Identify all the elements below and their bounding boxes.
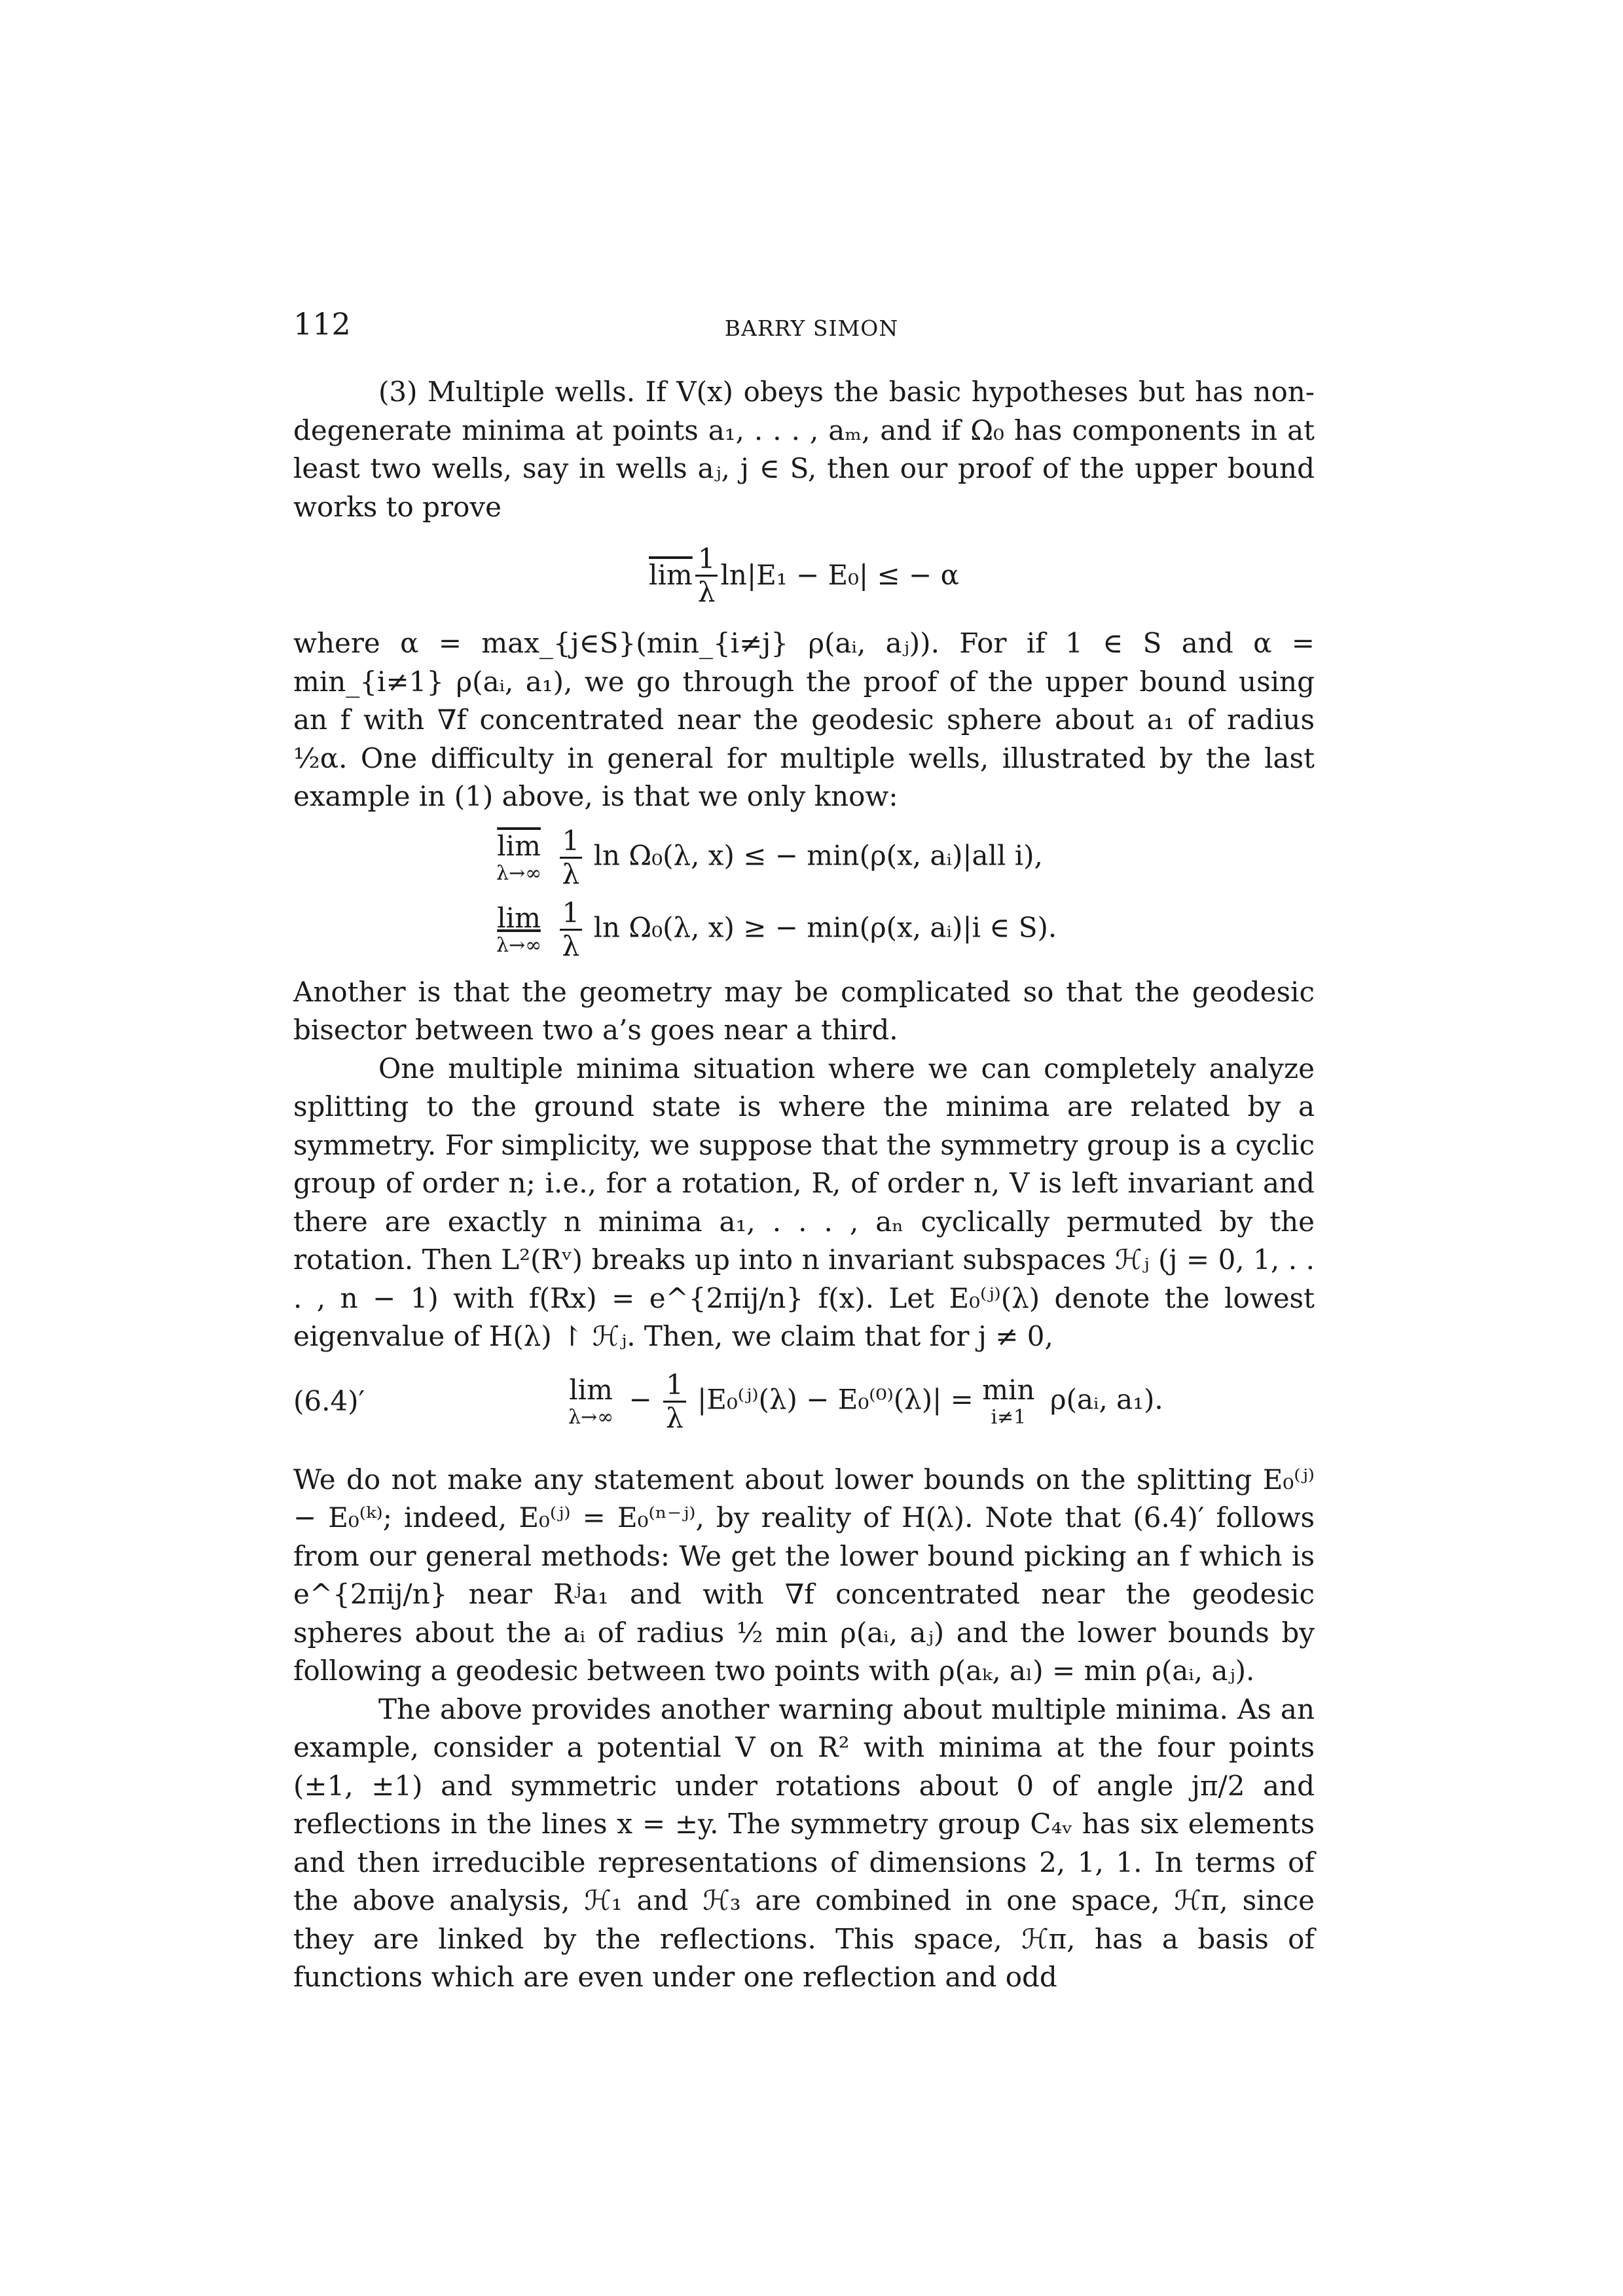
paragraph-lower-bounds: We do not make any statement about lower bounds on the splitting E₀⁽ʲ⁾ − E₀⁽ᵏ⁾; indeed, E₀⁽ʲ⁾ = E₀⁽ⁿ⁻ʲ⁾, by reality of H(λ). Note that (6.4)′ follows from our general methods: We get the lower bound picking an f which is e^{2πij/n} near Rʲa₁ and with ∇f concentrated near the geodesic spheres about the aᵢ of radius ½ min ρ(aᵢ, aⱼ) and the lower bounds by following a geodesic between two points with ρ(aₖ, aₗ) = min ρ(aᵢ, aⱼ).: [293, 1463, 1315, 1687]
page-number: 112: [293, 306, 351, 342]
paragraph-multiple-wells: (3) Multiple wells. If V(x) obeys the basic hypotheses but has non-degenerate minima at points a₁, . . . , aₘ, and if Ω₀ has components in at least two wells, say in wells aⱼ, j ∈ S, then our proof of the upper bound works to prove: [293, 376, 1315, 523]
limit-subscript: λ→∞: [496, 862, 542, 885]
page-body: [293, 373, 1315, 1997]
fraction: [560, 825, 583, 890]
fraction: [560, 897, 583, 962]
equation-body: ln|E₁ − E₀| ≤ − α: [720, 559, 959, 591]
paragraph-warning-example: The above provides another warning about multiple minima. As an example, consider a potential V on R² with minima at the four points (±1, ±1) and symmetric under rotations about 0 of angle jπ/2 and reflections in the lines x = ±y. The symmetry group C₄ᵥ has six elements and then irreducible representations of dimensions 2, 1, 1. In terms of the above analysis, ℋ₁ and ℋ₃ are combined in one space, ℋπ, since they are linked by the reflections. This space, ℋπ, has a basis of functions which are even under one reflection and odd: [293, 1693, 1315, 1993]
minus-sign: −: [629, 1383, 652, 1415]
fraction-denominator: λ: [562, 929, 580, 962]
equation-body: |E₀⁽ʲ⁾(λ) − E₀⁽⁰⁾(λ)| =: [697, 1383, 983, 1415]
equation-6-4-prime: [293, 1356, 1315, 1461]
paragraph-alpha-definition: where α = max_{j∈S}(min_{i≠j} ρ(aᵢ, aⱼ)). For if 1 ∈ S and α = min_{i≠1} ρ(aᵢ, a₁), we go through the proof of the upper bound using an f with ∇f concentrated near the geodesic sphere about a₁ of radius ½α. One difficulty in general for multiple wells, illustrated by the last example in (1) above, is that we only know:: [293, 627, 1315, 812]
fraction-numerator: 1: [560, 825, 583, 859]
fraction-denominator: λ: [562, 857, 580, 890]
fraction-numerator: 1: [695, 543, 718, 577]
paragraph-symmetry: One multiple minima situation where we can completely analyze splitting to the ground state is where the minima are related by a symmetry. For simplicity, we suppose that the symmetry group is a cyclic group of order n; i.e., for a rotation, R, of order n, V is left invariant and there are exactly n minima a₁, . . . , aₙ cyclically permuted by the rotation. Then L²(Rᵛ) breaks up into n invariant subspaces ℋⱼ (j = 0, 1, . . . , n − 1) with f(Rx) = e^{2πij/n} f(x). Let E₀⁽ʲ⁾(λ) denote the lowest eigenvalue of H(λ) ↾ ℋⱼ. Then, we claim that for j ≠ 0,: [293, 1052, 1315, 1352]
liminf-block: [496, 902, 541, 957]
equation-upper-bound: [293, 526, 1315, 624]
equation-tail: ρ(aᵢ, a₁).: [1049, 1383, 1163, 1415]
limit-operator: lim: [569, 1374, 613, 1406]
equation-content: [568, 1369, 1163, 1434]
limit-subscript: λ→∞: [496, 934, 542, 957]
equation-body: ln Ω₀(λ, x) ≥ − min(ρ(x, aᵢ)|i ∈ S).: [593, 911, 1057, 943]
limit-block: [568, 1374, 613, 1429]
fraction: [663, 1369, 686, 1434]
paragraph-geometry: Another is that the geometry may be complicated so that the geodesic bisector between two a’s goes near a third.: [293, 975, 1315, 1046]
equation-label: (6.4)′: [293, 1384, 365, 1417]
fraction-numerator: 1: [560, 897, 583, 931]
fraction-denominator: λ: [697, 575, 716, 608]
equation-body: ln Ω₀(λ, x) ≤ − min(ρ(x, aᵢ)|all i),: [593, 839, 1043, 871]
limsup-operator: $\overline{lim}$: [649, 559, 693, 591]
equation-limsup-line: [496, 825, 1043, 890]
limsup-block: [496, 830, 541, 885]
limsup-operator: $\overline{lim}$: [497, 830, 541, 862]
limit-subscript: λ→∞: [568, 1406, 614, 1429]
running-head: BARRY SIMON: [724, 315, 899, 341]
liminf-operator: lim: [497, 902, 541, 934]
min-operator: min: [982, 1374, 1035, 1406]
equation-bounds-pair: [293, 816, 1315, 973]
min-subscript: i≠1: [991, 1406, 1027, 1429]
min-block: [982, 1374, 1034, 1429]
fraction-denominator: λ: [666, 1401, 684, 1434]
fraction-numerator: 1: [663, 1369, 686, 1403]
fraction: [695, 543, 718, 608]
equation-liminf-line: [496, 897, 1057, 962]
